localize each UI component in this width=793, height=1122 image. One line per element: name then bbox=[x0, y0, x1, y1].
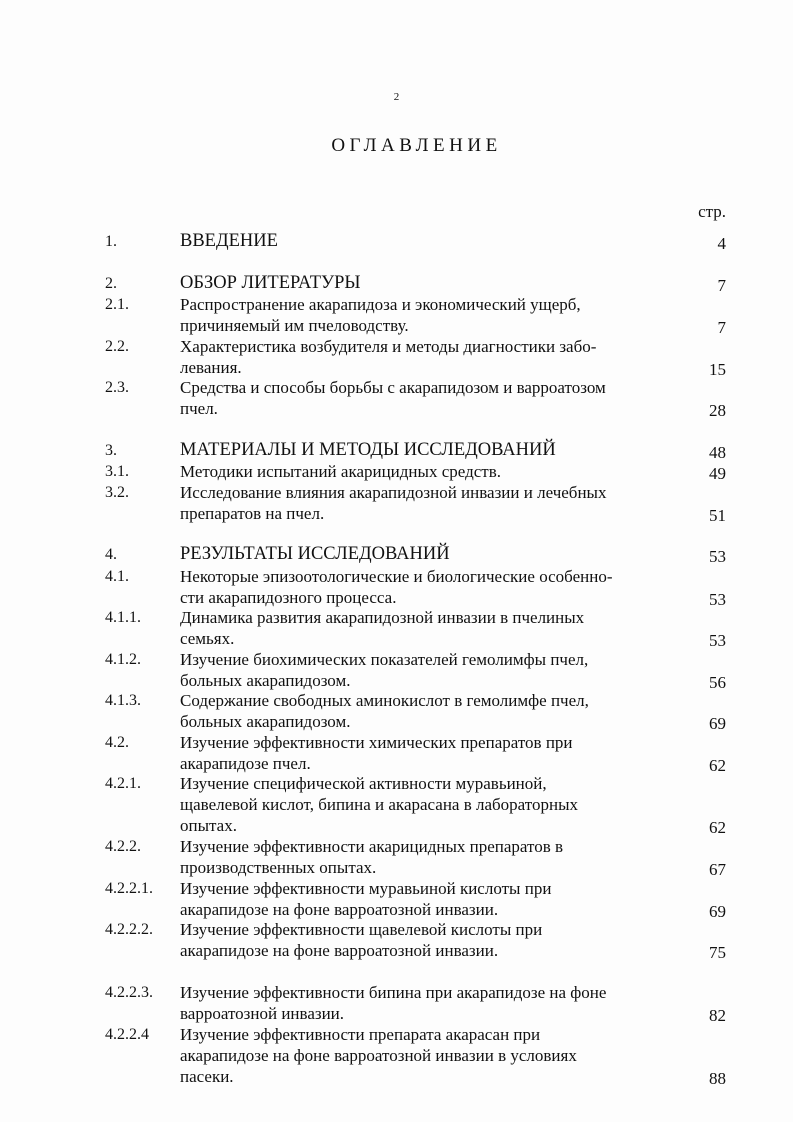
toc-entry-title-line: ВВЕДЕНИЕ bbox=[180, 231, 278, 251]
toc-entry-title bbox=[180, 231, 680, 252]
toc-entry-title-line: пасеки. bbox=[180, 1067, 234, 1086]
toc-entry-title bbox=[180, 294, 680, 336]
toc-entry-title bbox=[180, 982, 680, 1024]
toc-entry-number: 4.1.2. bbox=[105, 651, 141, 668]
toc-entry-page: 53 bbox=[709, 631, 726, 650]
toc-entry-title-line: пчел. bbox=[180, 399, 218, 418]
toc-entry-title-line: Изучение эффективности химических препаратов при bbox=[180, 733, 573, 752]
toc-entry-title-line: Изучение эффективности препарата акарасан при bbox=[180, 1025, 541, 1044]
toc-entry-page: 69 bbox=[709, 902, 726, 921]
toc-entry-number: 4.2.2.4 bbox=[105, 1026, 149, 1043]
toc-entry-title-line: Изучение эффективности муравьиной кислоты при bbox=[180, 879, 552, 898]
toc-entry-number: 2.1. bbox=[105, 296, 129, 313]
toc-entry-number: 4.1.1. bbox=[105, 609, 141, 626]
toc-entry-page: 7 bbox=[717, 276, 726, 295]
toc-entry-title-line: больных акарапидозом. bbox=[180, 671, 351, 690]
toc-entry-page: 28 bbox=[709, 401, 726, 420]
toc-entry-title bbox=[180, 649, 680, 691]
toc-entry-title-line: больных акарапидозом. bbox=[180, 712, 351, 731]
toc-entry-number: 4.2. bbox=[105, 734, 129, 751]
toc-entry-number: 2.2. bbox=[105, 338, 129, 355]
toc-entry-title-line: производственных опытах. bbox=[180, 858, 377, 877]
toc-entry-page: 53 bbox=[709, 590, 726, 609]
toc-entry-page: 62 bbox=[709, 756, 726, 775]
toc-entry-title-line: Средства и способы борьбы с акарапидозом и варроатозом bbox=[180, 378, 606, 397]
page-column-header: стр. bbox=[698, 202, 726, 221]
toc-entry-title-line: Содержание свободных аминокислот в гемолимфе пчел, bbox=[180, 691, 589, 710]
toc-entry-page: 56 bbox=[709, 673, 726, 692]
toc-entry-number: 4. bbox=[105, 546, 117, 563]
toc-entry-title-line: семьях. bbox=[180, 629, 235, 648]
toc-entry-page: 62 bbox=[709, 818, 726, 837]
toc-entry-title bbox=[180, 1024, 680, 1087]
page-title: ОГЛАВЛЕНИЕ bbox=[331, 135, 502, 156]
toc-entry-page: 15 bbox=[709, 360, 726, 379]
toc-entry-page: 69 bbox=[709, 714, 726, 733]
toc-entry-title-line: Изучение эффективности щавелевой кислоты при bbox=[180, 920, 543, 939]
toc-entry-title bbox=[180, 273, 680, 294]
page-number: 2 bbox=[393, 91, 400, 103]
toc-entry-title-line: ОБЗОР ЛИТЕРАТУРЫ bbox=[180, 273, 361, 293]
toc-entry-page: 75 bbox=[709, 943, 726, 962]
toc-entry-title-line: РЕЗУЛЬТАТЫ ИССЛЕДОВАНИЙ bbox=[180, 544, 450, 564]
toc-entry-page: 88 bbox=[709, 1069, 726, 1088]
toc-entry-title-line: Характеристика возбудителя и методы диагностики забо- bbox=[180, 337, 597, 356]
toc-entry-title bbox=[180, 544, 680, 565]
toc-entry-title-line: сти акарапидозного процесса. bbox=[180, 588, 397, 607]
toc-entry-title bbox=[180, 336, 680, 378]
toc-entry-title-line: акарапидозе на фоне варроатозной инвазии. bbox=[180, 941, 499, 960]
toc-entry-title-line: Распространение акарапидоза и экономический ущерб, bbox=[180, 295, 581, 314]
toc-entry-number: 2.3. bbox=[105, 379, 129, 396]
toc-entry-title-line: МАТЕРИАЛЫ И МЕТОДЫ ИССЛЕДОВАНИЙ bbox=[180, 440, 556, 460]
toc-entry-title-line: препаратов на пчел. bbox=[180, 504, 325, 523]
toc-entry-title-line: Некоторые эпизоотологические и биологические особенно- bbox=[180, 567, 613, 586]
toc-entry-title bbox=[180, 377, 680, 419]
toc-entry-page: 51 bbox=[709, 506, 726, 525]
toc-entry-title-line: Динамика развития акарапидозной инвазии в пчелиных bbox=[180, 608, 585, 627]
toc-entry-title-line: Исследование влияния акарапидозной инвазии и лечебных bbox=[180, 483, 607, 502]
toc-entry-number: 4.2.2.1. bbox=[105, 880, 153, 897]
toc-entry-page: 49 bbox=[709, 464, 726, 483]
toc-entry-title-line: опытах. bbox=[180, 816, 237, 835]
toc-entry-number: 4.2.2. bbox=[105, 838, 141, 855]
toc-entry-title-line: акарапидозе на фоне варроатозной инвазии. bbox=[180, 900, 499, 919]
toc-entry-title-line: причиняемый им пчеловодству. bbox=[180, 316, 409, 335]
toc-entry-page: 82 bbox=[709, 1006, 726, 1025]
toc-entry-title bbox=[180, 440, 680, 461]
toc-entry-page: 53 bbox=[709, 547, 726, 566]
toc-entry-title bbox=[180, 836, 680, 878]
toc-entry-title bbox=[180, 607, 680, 649]
toc-entry-title-line: акарапидозе на фоне варроатозной инвазии в условиях bbox=[180, 1046, 577, 1065]
toc-entry-title-line: акарапидозе пчел. bbox=[180, 754, 311, 773]
toc-entry-title-line: Изучение биохимических показателей гемолимфы пчел, bbox=[180, 650, 589, 669]
toc-entry-title bbox=[180, 878, 680, 920]
toc-entry-title-line: Методики испытаний акарицидных средств. bbox=[180, 462, 501, 481]
toc-entry-title-line: Изучение эффективности бипина при акарапидозе на фоне bbox=[180, 983, 607, 1002]
toc-entry-number: 4.1.3. bbox=[105, 692, 141, 709]
toc-entry-page: 67 bbox=[709, 860, 726, 879]
toc-entry-title-line: Изучение эффективности акарицидных препаратов в bbox=[180, 837, 564, 856]
toc-entry-title bbox=[180, 482, 680, 524]
toc-entry-number: 3. bbox=[105, 442, 117, 459]
toc-entry-number: 4.2.2.3. bbox=[105, 984, 153, 1001]
toc-entry-page: 48 bbox=[709, 443, 726, 462]
toc-entry-title bbox=[180, 461, 680, 482]
toc-entry-number: 3.2. bbox=[105, 484, 129, 501]
toc-entry-title bbox=[180, 690, 680, 732]
toc-entry-title bbox=[180, 919, 680, 961]
toc-entry-page: 4 bbox=[717, 234, 726, 253]
toc-entry-title bbox=[180, 732, 680, 774]
toc-entry-title bbox=[180, 773, 680, 836]
toc-entry-number: 4.1. bbox=[105, 568, 129, 585]
toc-entry-title bbox=[180, 566, 680, 608]
toc-entry-title-line: щавелевой кислот, бипина и акарасана в лабораторных bbox=[180, 795, 579, 814]
toc-entry-number: 4.2.1. bbox=[105, 775, 141, 792]
toc-entry-title-line: Изучение специфической активности муравьиной, bbox=[180, 774, 547, 793]
toc-entry-number: 2. bbox=[105, 275, 117, 292]
toc-entry-number: 1. bbox=[105, 233, 117, 250]
toc-entry-number: 3.1. bbox=[105, 463, 129, 480]
toc-entry-page: 7 bbox=[717, 318, 726, 337]
toc-entry-number: 4.2.2.2. bbox=[105, 921, 153, 938]
toc-entry-title-line: левания. bbox=[180, 358, 242, 377]
toc-entry-title-line: варроатозной инвазии. bbox=[180, 1004, 345, 1023]
